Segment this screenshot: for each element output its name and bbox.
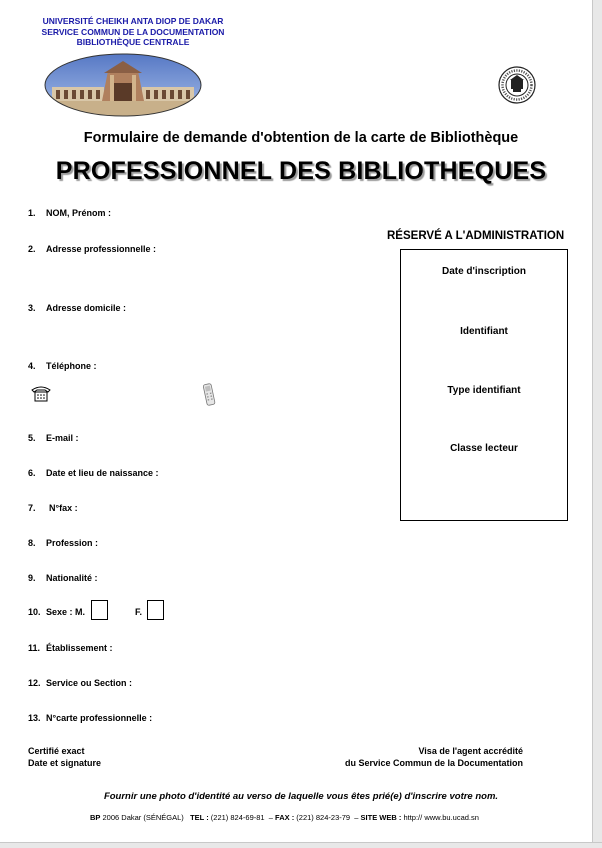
service-name-text: du Service Commun de la Documentation <box>344 757 523 768</box>
agent-visa-text: Visa de l'agent accrédité <box>418 746 523 756</box>
field-professional-address <box>28 244 156 254</box>
photo-instruction: Fournir une photo d'identité au verso de laquelle vous êtes prié(e) d'inscrire votre nom. <box>103 791 499 802</box>
field-home-address <box>28 303 126 313</box>
reserved-item-identifier: Identifiant <box>460 326 508 337</box>
reserved-item-reader-class: Classe lecteur <box>450 443 518 454</box>
contact-line: BP 2006 Dakar (SÉNÉGAL) TEL : (221) 824-69-81 – FAX : (221) 824-23-79 – SITE WEB : http:// www.bu.ucad.sn <box>90 813 479 822</box>
reserved-admin-box <box>400 249 568 521</box>
reserved-heading: RÉSERVÉ A L'ADMINISTRATION <box>387 230 565 242</box>
field-number: 6. <box>28 468 36 478</box>
sex-male-checkbox[interactable] <box>91 600 108 620</box>
header-line-library: BIBLIOTHÈQUE CENTRALE <box>76 37 190 47</box>
library-building-photo <box>44 53 202 117</box>
bp-label: BP <box>90 813 101 822</box>
field-number: 10. <box>28 607 41 617</box>
field-label: Sexe : M. <box>46 607 86 617</box>
header-line-university: UNIVERSITÉ CHEIKH ANTA DIOP DE DAKAR <box>42 16 224 26</box>
field-name <box>28 208 111 218</box>
field-number: 11. <box>28 643 41 653</box>
field-label: Adresse domicile : <box>46 303 127 313</box>
page-edge-right <box>592 0 602 847</box>
field-telephone <box>28 361 97 371</box>
field-number: 9. <box>28 573 36 583</box>
field-number: 1. <box>28 208 36 218</box>
mobile-phone-icon <box>201 382 217 407</box>
field-number: 12. <box>28 678 41 688</box>
sex-female-label: F. <box>135 607 143 617</box>
site-value: http:// www.bu.ucad.sn <box>403 813 479 822</box>
fax-value: (221) 824-23-79 <box>296 813 351 822</box>
field-fax <box>28 503 78 513</box>
field-number: 8. <box>28 538 36 548</box>
field-number: 5. <box>28 433 36 443</box>
tel-value: (221) 824-69-81 <box>210 813 265 822</box>
header-line-service: SERVICE COMMUN DE LA DOCUMENTATION <box>41 26 225 37</box>
form-title: PROFESSIONNEL DES BIBLIOTHEQUES <box>55 157 547 185</box>
tel-label: TEL : <box>190 813 209 822</box>
field-label: Établissement : <box>46 643 113 653</box>
field-label: Profession : <box>46 538 99 548</box>
field-number: 4. <box>28 361 36 371</box>
fax-label: FAX : <box>275 813 295 822</box>
field-professional-card <box>28 713 152 723</box>
field-nationality <box>28 573 98 583</box>
page-edge-bottom <box>0 842 602 848</box>
field-label: Service ou Section : <box>46 678 133 688</box>
certification-block <box>28 746 101 769</box>
field-label: N°fax : <box>49 503 78 513</box>
field-service <box>28 678 132 688</box>
site-label: SITE WEB : <box>360 813 402 822</box>
field-label: Téléphone : <box>46 361 97 371</box>
field-number: 7. <box>28 503 36 513</box>
certified-text: Certifié exact <box>28 746 85 756</box>
university-seal-logo <box>494 66 540 104</box>
agent-visa-block <box>323 746 523 769</box>
field-label: Nationalité : <box>46 573 98 583</box>
field-email <box>28 433 79 443</box>
field-label: Adresse professionnelle : <box>46 244 157 254</box>
field-sex <box>28 607 85 617</box>
field-label: Date et lieu de naissance : <box>46 468 159 478</box>
field-label: E-mail : <box>46 433 79 443</box>
reserved-item-identifier-type: Type identifiant <box>447 385 521 396</box>
sex-female-checkbox[interactable] <box>147 600 164 620</box>
field-number: 3. <box>28 303 36 313</box>
bp-value: 2006 Dakar (SÉNÉGAL) <box>102 813 184 822</box>
date-signature-text: Date et signature <box>28 757 102 768</box>
telephone-icon <box>30 384 52 402</box>
field-label: NOM, Prénom : <box>46 208 112 218</box>
field-birth <box>28 468 159 478</box>
field-label: N°carte professionnelle : <box>46 713 153 723</box>
field-profession <box>28 538 98 548</box>
field-establishment <box>28 643 113 653</box>
field-number: 13. <box>28 713 41 723</box>
institution-header <box>28 16 238 48</box>
field-number: 2. <box>28 244 36 254</box>
reserved-item-registration-date: Date d'inscription <box>441 266 527 277</box>
form-subtitle: Formulaire de demande d'obtention de la carte de Bibliothèque <box>83 130 519 146</box>
